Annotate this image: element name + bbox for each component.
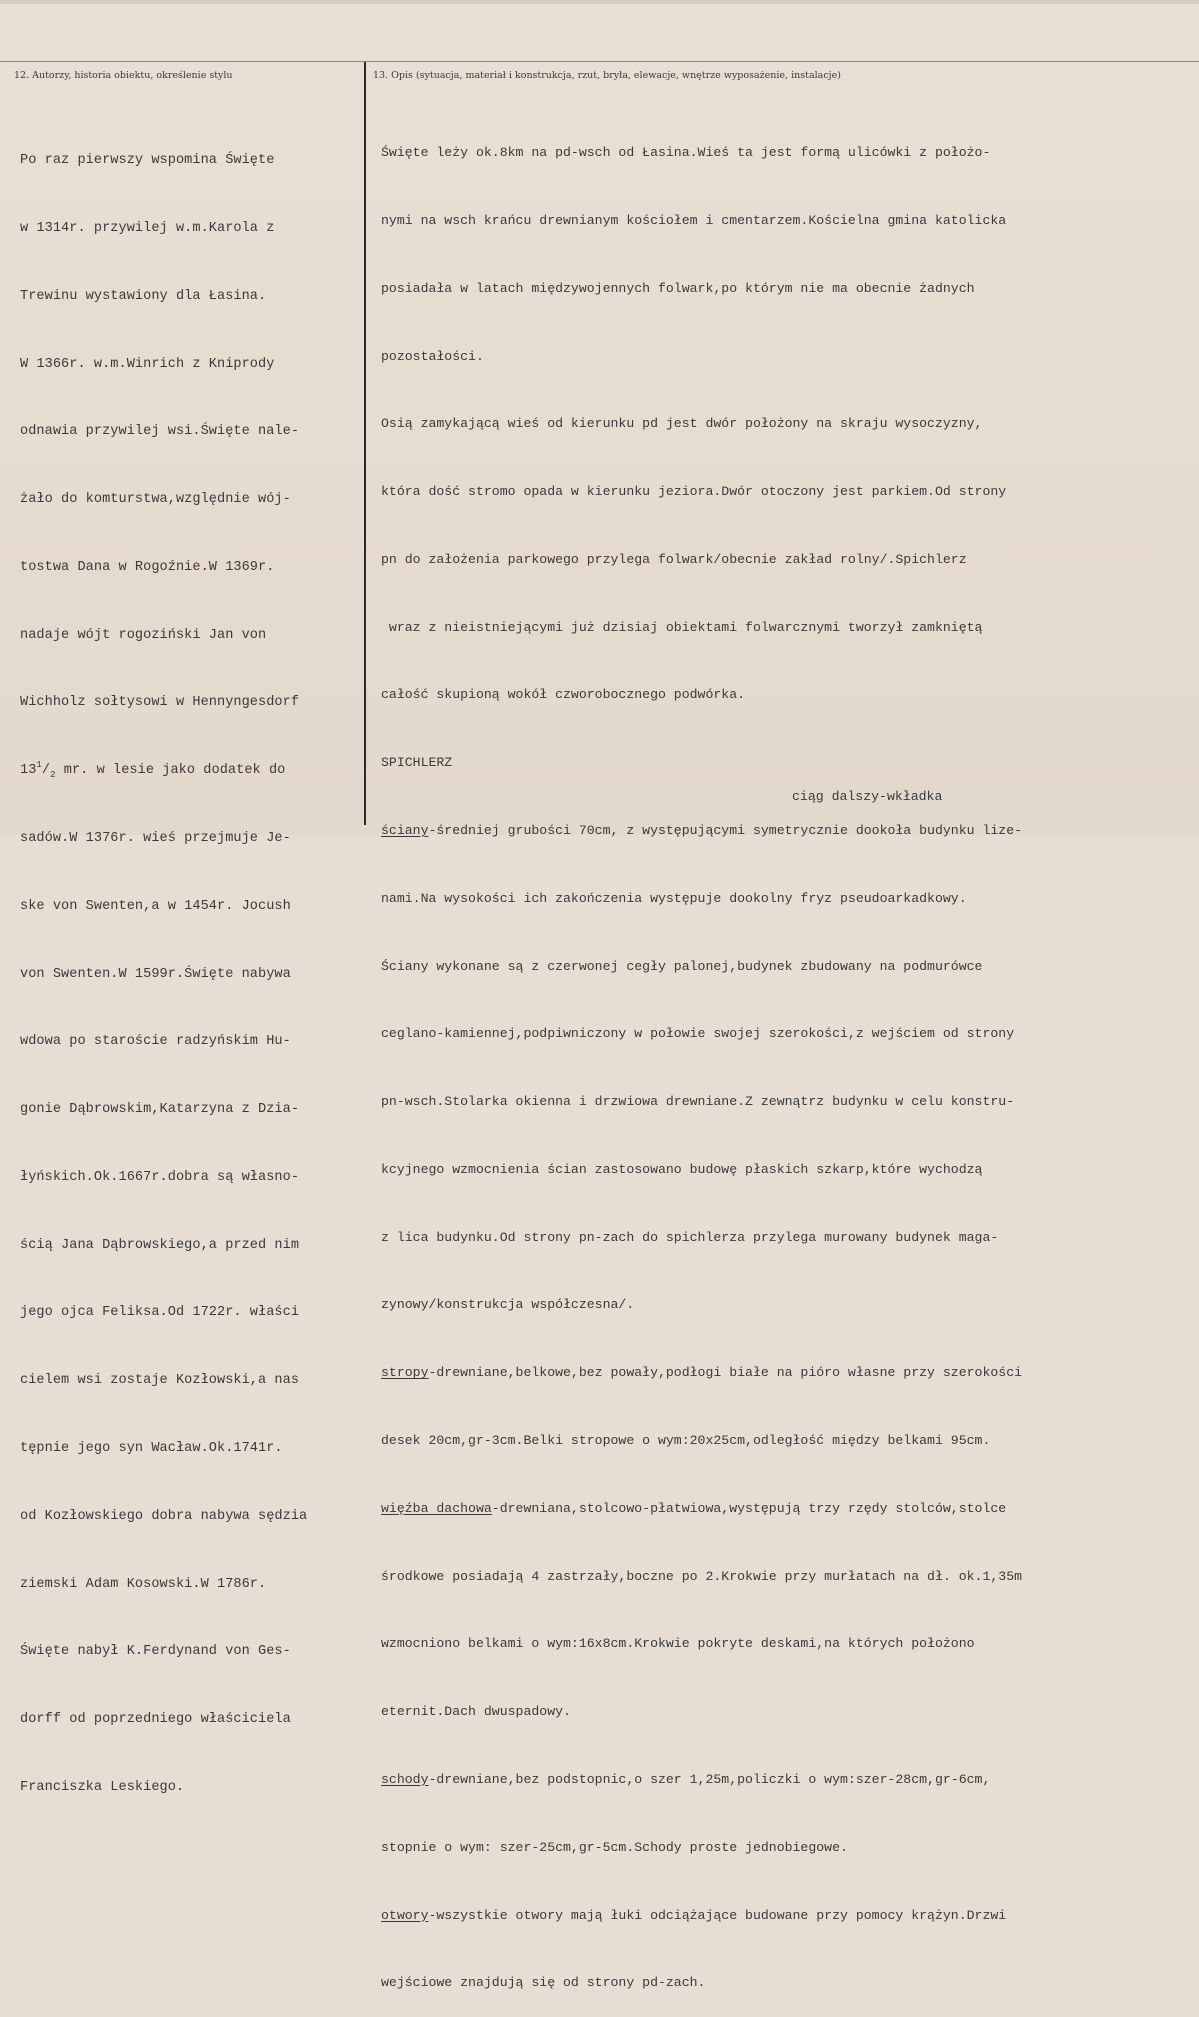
description-line: wzmocniono belkami o wym:16x8cm.Krokwie pokryte deskami,na których położono	[381, 1636, 975, 1652]
description-line: pn do założenia parkowego przylega folwark/obecnie zakład rolny/.Spichlerz	[381, 551, 967, 567]
walls-paragraph	[381, 820, 1193, 843]
fraction-numerator: 1	[36, 760, 42, 771]
description-line: całość skupioną wokół czworobocznego podwórka.	[381, 687, 746, 703]
description-line: stopnie o wym: szer-25cm,gr-5cm.Schody proste jednobiegowe.	[381, 1839, 848, 1855]
fraction-rest: mr. w lesie jako dodatek do	[55, 763, 286, 779]
openings-text: -wszystkie otwory mają łuki odciążające budowane przy pomocy krążyn.Drzwi	[428, 1907, 1007, 1923]
history-line: ścią Jana Dąbrowskiego,a przed nim	[20, 1237, 300, 1253]
history-line: von Swenten.W 1599r.Święte nabywa	[20, 966, 291, 982]
history-line: żało do komturstwa,względnie wój-	[20, 492, 291, 508]
fraction-whole: 13	[20, 763, 37, 779]
description-line: wejściowe znajdują się od strony pd-zach.	[381, 1975, 706, 1991]
stairs-paragraph	[381, 1769, 1193, 1792]
history-line: jego ojca Feliksa.Od 1722r. właści	[20, 1305, 300, 1321]
description-line: desek 20cm,gr-3cm.Belki stropowe o wym:20x25cm,odległość między belkami 95cm.	[381, 1433, 991, 1449]
description-line: Osią zamykającą wieś od kierunku pd jest dwór położony na skraju wysoczyzny,	[381, 416, 983, 432]
description-line: zynowy/konstrukcja współczesna/.	[381, 1297, 635, 1313]
history-line: w 1314r. przywilej w.m.Karola z	[20, 220, 275, 236]
history-line: wdowa po staroście radzyńskim Hu-	[20, 1034, 291, 1050]
history-line: ske von Swenten,a w 1454r. Jocush	[20, 898, 291, 914]
description-line: Ściany wykonane są z czerwonej cegły palonej,budynek zbudowany na podmurówce	[381, 958, 983, 974]
history-line-fraction	[20, 760, 360, 783]
description-line: pozostałości.	[381, 348, 484, 364]
history-line: łyńskich.Ok.1667r.dobra są własno-	[20, 1169, 300, 1185]
fraction-denominator: 2	[50, 770, 56, 781]
description-line: wraz z nieistniejącymi już dzisiaj obiektami folwarcznymi tworzył zamkniętą	[381, 619, 983, 635]
description-text-column	[381, 97, 1193, 2017]
history-line: Franciszka Leskiego.	[20, 1779, 185, 1795]
continuation-note: ciąg dalszy-wkładka	[792, 789, 943, 804]
description-line: nami.Na wysokości ich zakończenia występuje dookolny fryz pseudoarkadkowy.	[381, 890, 967, 906]
history-line: dorff od poprzedniego właściciela	[20, 1712, 291, 1728]
roof-truss-text: -drewniana,stolcowo-płatwiowa,występują trzy rzędy stolców,stolce	[491, 1500, 1007, 1516]
description-line: kcyjnego wzmocnienia ścian zastosowano budowę płaskich szkarp,które wychodzą	[381, 1161, 983, 1177]
description-line: środkowe posiadają 4 zastrzały,boczne po 2.Krokwie przy murłatach na dł. ok.1,35m	[381, 1568, 1023, 1584]
page-top-edge	[0, 0, 1199, 4]
history-line: sadów.W 1376r. wieś przejmuje Je-	[20, 831, 291, 846]
spichlerz-heading: SPICHLERZ	[381, 755, 453, 771]
description-line: Święte leży ok.8km na pd-wsch od Łasina.Wieś ta jest formą ulicówki z położo-	[381, 145, 991, 161]
stairs-term: schody	[381, 1771, 429, 1787]
history-line: Trewinu wystawiony dla Łasina.	[20, 288, 267, 304]
history-line: odnawia przywilej wsi.Święte nale-	[20, 424, 300, 440]
history-text-column	[20, 105, 360, 1822]
history-line: tępnie jego syn Wacław.Ok.1741r.	[20, 1441, 283, 1457]
history-line: Wichholz sołtysowi w Hennyngesdorf	[20, 695, 300, 711]
description-line: eternit.Dach dwuspadowy.	[381, 1704, 571, 1720]
history-line: Święte nabył K.Ferdynand von Ges-	[20, 1644, 291, 1660]
description-line: posiadała w latach międzywojennych folwark,po którym nie ma obecnie żadnych	[381, 280, 975, 296]
walls-text: -średniej grubości 70cm, z występującymi symetrycznie dookoła budynku lize-	[428, 823, 1023, 838]
openings-paragraph	[381, 1905, 1193, 1928]
roof-truss-term: więźba dachowa	[381, 1500, 492, 1516]
walls-term: ściany	[381, 823, 429, 838]
ceilings-text: -drewniane,belkowe,bez powały,podłogi białe na pióro własne przy szerokości	[428, 1365, 1023, 1381]
section-12-header: 12. Autorzy, historia obiektu, określenie stylu	[14, 70, 233, 81]
description-line: nymi na wsch krańcu drewnianym kościołem i cmentarzem.Kościelna gmina katolicka	[381, 212, 1007, 228]
description-line: pn-wsch.Stolarka okienna i drzwiowa drewniane.Z zewnątrz budynku w celu konstru-	[381, 1094, 1015, 1110]
history-line: nadaje wójt rogoziński Jan von	[20, 627, 267, 643]
history-line: gonie Dąbrowskim,Katarzyna z Dzia-	[20, 1102, 300, 1118]
fraction-slash: /	[41, 763, 51, 779]
history-line: cielem wsi zostaje Kozłowski,a nas	[20, 1373, 300, 1389]
header-rule	[0, 61, 1199, 62]
column-divider	[364, 62, 366, 825]
description-line: z lica budynku.Od strony pn-zach do spichlerza przylega murowany budynek maga-	[381, 1229, 999, 1245]
section-13-header: 13. Opis (sytuacja, materiał i konstrukcja, rzut, bryła, elewacje, wnętrze wyposażenie, instalacje)	[373, 70, 841, 81]
ceilings-paragraph	[381, 1362, 1193, 1385]
stairs-text: -drewniane,bez podstopnic,o szer 1,25m,policzki o wym:szer-28cm,gr-6cm,	[428, 1771, 991, 1787]
history-line: W 1366r. w.m.Winrich z Kniprody	[20, 356, 275, 372]
ceilings-term: stropy	[381, 1365, 429, 1381]
roof-truss-paragraph	[381, 1498, 1193, 1521]
description-line: która dość stromo opada w kierunku jeziora.Dwór otoczony jest parkiem.Od strony	[381, 484, 1007, 500]
description-line: ceglano-kamiennej,podpiwniczony w połowie swojej szerokości,z wejściem od strony	[381, 1026, 1015, 1042]
history-line: Po raz pierwszy wspomina Święte	[20, 153, 275, 169]
history-line: od Kozłowskiego dobra nabywa sędzia	[20, 1508, 308, 1524]
history-line: tostwa Dana w Rogoźnie.W 1369r.	[20, 559, 275, 575]
openings-term: otwory	[381, 1907, 429, 1923]
history-line: ziemski Adam Kosowski.W 1786r.	[20, 1576, 267, 1592]
